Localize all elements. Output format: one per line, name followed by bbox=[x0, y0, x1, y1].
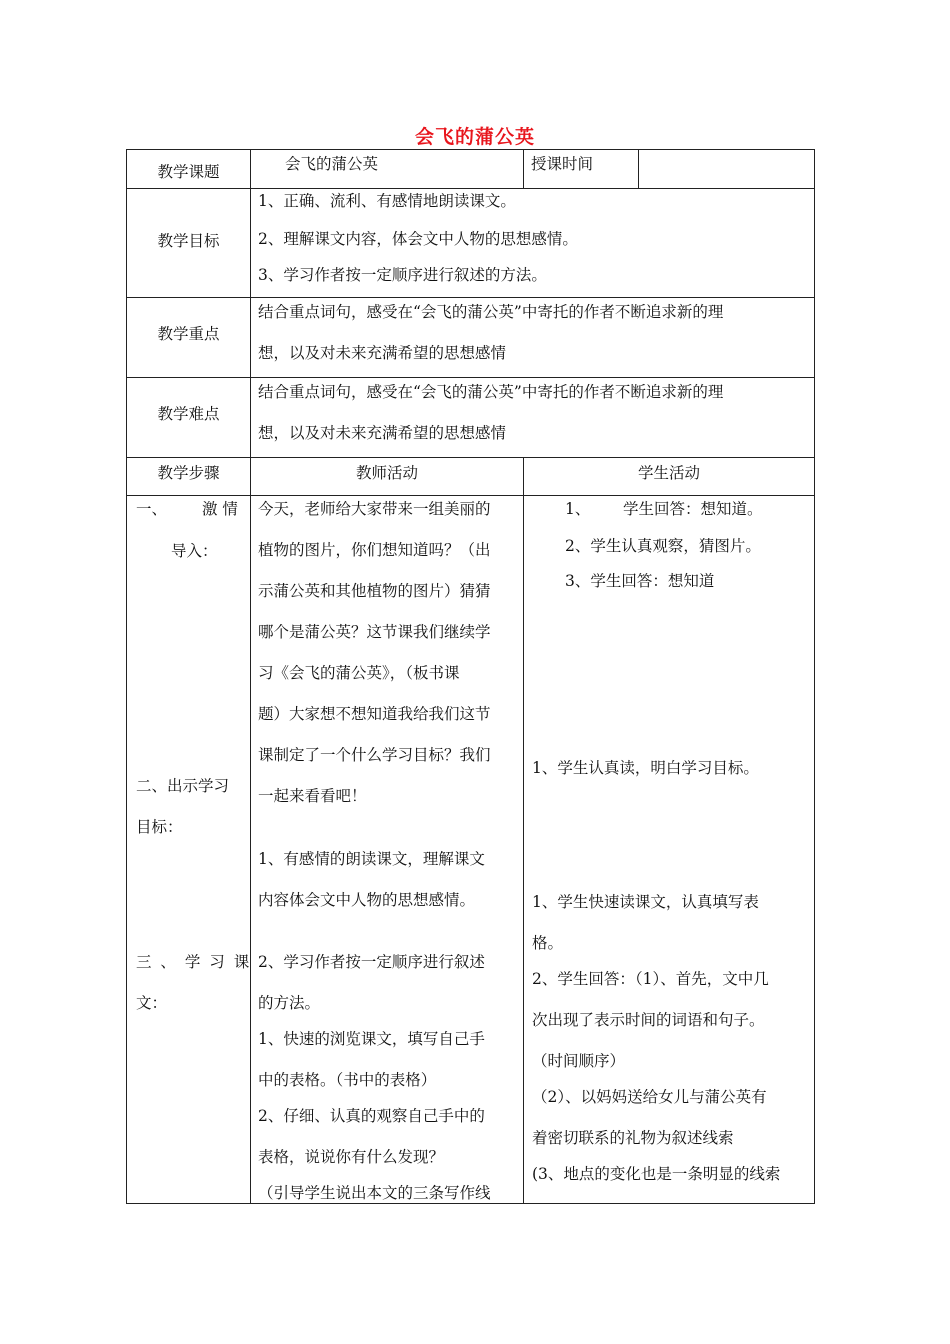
teacher-line: 中的表格。（书中的表格） bbox=[258, 1071, 437, 1089]
student-line: 学生回答：想知道。 bbox=[623, 500, 763, 518]
label-goals: 教学目标 bbox=[157, 232, 220, 250]
label-difficulty: 教学难点 bbox=[157, 405, 220, 423]
steps-header-col3: 学生活动 bbox=[637, 464, 700, 482]
steps-header-col1: 教学步骤 bbox=[157, 464, 220, 482]
goal-line: 2、理解课文内容，体会文中人物的思想感情。 bbox=[258, 230, 578, 248]
student-line: 次出现了表示时间的词语和句子。 bbox=[532, 1011, 765, 1029]
teacher-line: 2、学习作者按一定顺序进行叙述 bbox=[258, 953, 485, 971]
teacher-line: 哪个是蒲公英？这节课我们继续学 bbox=[258, 623, 491, 641]
col-divider bbox=[523, 457, 524, 1203]
teacher-line: 一起来看看吧！ bbox=[258, 787, 367, 805]
label-topic: 教学课题 bbox=[157, 163, 220, 181]
focus-line: 结合重点词句，感受在“会飞的蒲公英”中寄托的作者不断追求新的理 bbox=[258, 303, 724, 321]
step-1-label: 激 情 bbox=[202, 500, 238, 518]
student-line: 1、 bbox=[565, 500, 591, 518]
student-line: (3、地点的变化也是一条明显的线索 bbox=[532, 1165, 781, 1183]
teacher-line: 1、有感情的朗读课文，理解课文 bbox=[258, 850, 485, 868]
teacher-line: 课制定了一个什么学习目标？我们 bbox=[258, 746, 491, 764]
col-divider bbox=[523, 150, 524, 188]
teacher-line: 示蒲公英和其他植物的图片）猜猜 bbox=[258, 582, 491, 600]
teacher-line: 今天，老师给大家带来一组美丽的 bbox=[258, 500, 491, 518]
row-divider bbox=[127, 297, 814, 298]
difficulty-line: 想，以及对未来充满希望的思想感情 bbox=[258, 424, 507, 442]
student-line: 1、学生快速读课文，认真填写表 bbox=[532, 893, 759, 911]
col-divider bbox=[250, 150, 251, 1203]
steps-header-col2: 教师活动 bbox=[355, 464, 418, 482]
row-divider bbox=[127, 495, 814, 496]
row-divider bbox=[127, 377, 814, 378]
student-line: （时间顺序） bbox=[532, 1052, 626, 1070]
step-1-label: 一、 bbox=[136, 500, 168, 518]
teacher-line: 2、仔细、认真的观察自己手中的 bbox=[258, 1107, 485, 1125]
teacher-line: 的方法。 bbox=[258, 994, 321, 1012]
col-divider bbox=[638, 150, 639, 188]
goal-line: 1、正确、流利、有感情地朗读课文。 bbox=[258, 192, 516, 210]
difficulty-line: 结合重点词句，感受在“会飞的蒲公英”中寄托的作者不断追求新的理 bbox=[258, 383, 724, 401]
teacher-line: 表格，说说你有什么发现？ bbox=[258, 1148, 445, 1166]
student-line: 1、学生认真读，明白学习目标。 bbox=[532, 759, 759, 777]
row-divider bbox=[127, 457, 814, 458]
teacher-line: 植物的图片，你们想知道吗？（出 bbox=[258, 541, 491, 559]
step-3-label: 文： bbox=[136, 994, 168, 1012]
student-line: 2、学生回答：（1）、首先，文中几 bbox=[532, 970, 769, 988]
step-2-label: 目标： bbox=[136, 818, 183, 836]
student-line: 着密切联系的礼物为叙述线索 bbox=[532, 1129, 734, 1147]
teacher-line: （引导学生说出本文的三条写作线 bbox=[258, 1184, 491, 1202]
student-line: 2、学生认真观察，猜图片。 bbox=[565, 537, 761, 555]
teacher-line: 内容体会文中人物的思想感情。 bbox=[258, 891, 476, 909]
label-time: 授课时间 bbox=[531, 155, 594, 173]
teacher-line: 题）大家想不想知道我给我们这节 bbox=[258, 705, 491, 723]
row-divider bbox=[127, 188, 814, 189]
page-title: 会飞的蒲公英 bbox=[414, 126, 535, 148]
student-line: （2）、以妈妈送给女儿与蒲公英有 bbox=[532, 1088, 767, 1106]
focus-line: 想，以及对未来充满希望的思想感情 bbox=[258, 344, 507, 362]
lesson-plan-table bbox=[126, 149, 815, 1204]
step-2-label: 二、出示学习 bbox=[136, 777, 230, 795]
teacher-line: 习《会飞的蒲公英》，（板书课 bbox=[258, 664, 460, 682]
student-line: 格。 bbox=[532, 934, 564, 952]
label-focus: 教学重点 bbox=[157, 325, 220, 343]
topic-value: 会飞的蒲公英 bbox=[285, 155, 379, 173]
teacher-line: 1、快速的浏览课文，填写自己手 bbox=[258, 1030, 485, 1048]
step-1-label: 导入： bbox=[171, 542, 218, 560]
student-line: 3、学生回答：想知道 bbox=[565, 572, 715, 590]
step-3-label: 三 、 学 习 课 bbox=[136, 953, 252, 971]
goal-line: 3、学习作者按一定顺序进行叙述的方法。 bbox=[258, 266, 547, 284]
